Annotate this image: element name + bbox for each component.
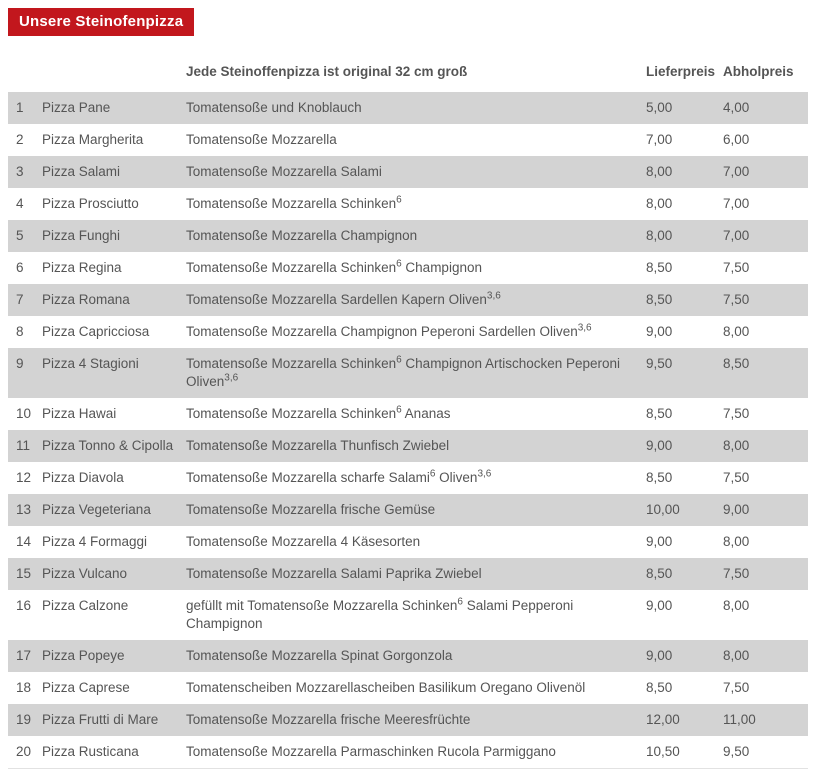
table-row bbox=[8, 252, 808, 284]
pizza-name: Pizza Vulcano bbox=[42, 566, 128, 581]
row-number: 9 bbox=[16, 356, 24, 371]
row-number: 4 bbox=[16, 196, 24, 211]
row-number: 3 bbox=[16, 164, 24, 179]
table-row bbox=[8, 462, 808, 494]
pickup-price: 7,50 bbox=[723, 406, 750, 421]
pizza-name: Pizza Romana bbox=[42, 292, 130, 307]
delivery-price: 8,00 bbox=[646, 164, 673, 179]
table-row bbox=[8, 526, 808, 558]
pizza-description: Tomatensoße Mozzarella Spinat Gorgonzola bbox=[186, 648, 453, 663]
pickup-price: 7,00 bbox=[723, 228, 750, 243]
column-header-name bbox=[42, 54, 186, 92]
pizza-description: Tomatensoße Mozzarella Schinken$^6$ bbox=[186, 194, 402, 211]
table-row bbox=[8, 316, 808, 348]
row-number: 14 bbox=[16, 534, 32, 549]
table-header-row bbox=[8, 54, 808, 92]
pizza-description: Tomatensoße Mozzarella Salami Paprika Zwiebel bbox=[186, 566, 482, 581]
row-number: 18 bbox=[16, 680, 32, 695]
pizza-name: Pizza 4 Formaggi bbox=[42, 534, 148, 549]
pickup-price: 7,50 bbox=[723, 260, 750, 275]
table-row bbox=[8, 672, 808, 704]
table-row bbox=[8, 736, 808, 769]
pizza-name: Pizza Capricciosa bbox=[42, 324, 150, 339]
pickup-price: 11,00 bbox=[723, 712, 756, 727]
row-number: 8 bbox=[16, 324, 24, 339]
row-number: 17 bbox=[16, 648, 32, 663]
delivery-price: 8,50 bbox=[646, 470, 673, 485]
pizza-name: Pizza Hawai bbox=[42, 406, 117, 421]
pizza-table-body bbox=[8, 92, 808, 769]
column-header-pickup-price: Abholpreis bbox=[723, 64, 794, 79]
footnote-superscript: 3,6 bbox=[224, 372, 239, 384]
delivery-price: 9,00 bbox=[646, 534, 673, 549]
delivery-price: 8,50 bbox=[646, 406, 673, 421]
row-number: 19 bbox=[16, 712, 32, 727]
pickup-price: 7,50 bbox=[723, 470, 750, 485]
delivery-price: 9,00 bbox=[646, 648, 673, 663]
pickup-price: 8,00 bbox=[723, 648, 750, 663]
pizza-description: Tomatensoße Mozzarella Parmaschinken Rucola Parmiggano bbox=[186, 744, 556, 759]
pizza-description: gefüllt mit Tomatensoße Mozzarella Schinken$^6$ Salami Pepperoni Champignon bbox=[186, 596, 574, 631]
pizza-description: Tomatensoße Mozzarella 4 Käsesorten bbox=[186, 534, 421, 549]
footnote-superscript: 3,6 bbox=[477, 468, 492, 480]
pizza-name: Pizza Tonno & Cipolla bbox=[42, 438, 174, 453]
footnote-superscript: 3,6 bbox=[577, 322, 592, 334]
pizza-name: Pizza Popeye bbox=[42, 648, 125, 663]
row-number: 20 bbox=[16, 744, 32, 759]
table-row bbox=[8, 590, 808, 640]
row-number: 5 bbox=[16, 228, 24, 243]
footnote-superscript: 6 bbox=[396, 404, 402, 416]
pickup-price: 8,00 bbox=[723, 534, 750, 549]
table-row bbox=[8, 124, 808, 156]
delivery-price: 10,00 bbox=[646, 502, 680, 517]
section-title-badge: Unsere Steinofenpizza bbox=[8, 8, 194, 36]
delivery-price: 8,50 bbox=[646, 680, 673, 695]
footnote-superscript: 6 bbox=[429, 468, 436, 480]
row-number: 15 bbox=[16, 566, 32, 581]
pickup-price: 9,00 bbox=[723, 502, 750, 517]
pizza-name: Pizza Regina bbox=[42, 260, 122, 275]
pizza-description: Tomatensoße Mozzarella Thunfisch Zwiebel bbox=[186, 438, 450, 453]
pizza-name: Pizza Prosciutto bbox=[42, 196, 139, 211]
pizza-name: Pizza Rusticana bbox=[42, 744, 139, 759]
pizza-description: Tomatensoße Mozzarella Schinken$^6$ Champignon bbox=[186, 258, 482, 275]
row-number: 7 bbox=[16, 292, 24, 307]
delivery-price: 9,50 bbox=[646, 356, 673, 371]
pizza-description: Tomatenscheiben Mozzarellascheiben Basilikum Oregano Olivenöl bbox=[186, 680, 586, 695]
delivery-price: 9,00 bbox=[646, 324, 673, 339]
delivery-price: 9,00 bbox=[646, 598, 673, 613]
table-row bbox=[8, 220, 808, 252]
pizza-description: Tomatensoße Mozzarella Schinken$^6$ Champignon Artischocken Peperoni Oliven$^{3,6}$ bbox=[186, 354, 621, 389]
pizza-name: Pizza Vegeteriana bbox=[42, 502, 151, 517]
pickup-price: 8,00 bbox=[723, 438, 750, 453]
footnote-superscript: 6 bbox=[457, 596, 463, 608]
table-row bbox=[8, 156, 808, 188]
table-row bbox=[8, 398, 808, 430]
pickup-price: 7,50 bbox=[723, 680, 750, 695]
pizza-name: Pizza 4 Stagioni bbox=[42, 356, 139, 371]
pizza-description: Tomatensoße Mozzarella bbox=[186, 132, 337, 147]
pizza-name: Pizza Salami bbox=[42, 164, 121, 179]
delivery-price: 12,00 bbox=[646, 712, 680, 727]
row-number: 6 bbox=[16, 260, 24, 275]
pickup-price: 7,00 bbox=[723, 164, 750, 179]
table-row bbox=[8, 704, 808, 736]
pizza-description: Tomatensoße Mozzarella Salami bbox=[186, 164, 382, 179]
pizza-name: Pizza Margherita bbox=[42, 132, 144, 147]
column-header-number bbox=[8, 54, 42, 92]
table-row bbox=[8, 92, 808, 124]
delivery-price: 10,50 bbox=[646, 744, 680, 759]
table-row bbox=[8, 494, 808, 526]
pickup-price: 4,00 bbox=[723, 100, 750, 115]
delivery-price: 7,00 bbox=[646, 132, 673, 147]
pizza-menu-table bbox=[8, 54, 808, 769]
pizza-description: Tomatensoße Mozzarella Champignon Peperoni Sardellen Oliven$^{3,6}$ bbox=[186, 322, 592, 339]
pizza-name: Pizza Pane bbox=[42, 100, 111, 115]
delivery-price: 9,00 bbox=[646, 438, 673, 453]
row-number: 1 bbox=[16, 100, 24, 115]
pizza-description: Tomatensoße Mozzarella frische Gemüse bbox=[186, 502, 436, 517]
row-number: 10 bbox=[16, 406, 32, 421]
delivery-price: 8,50 bbox=[646, 260, 673, 275]
delivery-price: 8,00 bbox=[646, 228, 673, 243]
pizza-description: Tomatensoße Mozzarella Champignon bbox=[186, 228, 418, 243]
pickup-price: 7,50 bbox=[723, 566, 750, 581]
table-header-description: Jede Steinoffenpizza ist original 32 cm groß bbox=[186, 64, 468, 79]
pizza-name: Pizza Frutti di Mare bbox=[42, 712, 159, 727]
table-row bbox=[8, 188, 808, 220]
row-number: 2 bbox=[16, 132, 24, 147]
pizza-description: Tomatensoße und Knoblauch bbox=[186, 100, 362, 115]
pizza-description: Tomatensoße Mozzarella Schinken$^6$ Ananas bbox=[186, 404, 451, 421]
delivery-price: 8,50 bbox=[646, 292, 673, 307]
pickup-price: 9,50 bbox=[723, 744, 750, 759]
row-number: 11 bbox=[16, 438, 31, 453]
delivery-price: 8,50 bbox=[646, 566, 673, 581]
column-header-delivery-price: Lieferpreis bbox=[646, 64, 716, 79]
pizza-name: Pizza Caprese bbox=[42, 680, 130, 695]
row-number: 12 bbox=[16, 470, 32, 485]
pizza-description: Tomatensoße Mozzarella Sardellen Kapern Oliven$^{3,6}$ bbox=[186, 290, 501, 307]
pickup-price: 8,50 bbox=[723, 356, 750, 371]
table-row bbox=[8, 430, 808, 462]
pizza-name: Pizza Funghi bbox=[42, 228, 121, 243]
pickup-price: 7,00 bbox=[723, 196, 750, 211]
pickup-price: 8,00 bbox=[723, 598, 750, 613]
row-number: 13 bbox=[16, 502, 32, 517]
footnote-superscript: 6 bbox=[396, 354, 402, 366]
pickup-price: 7,50 bbox=[723, 292, 750, 307]
delivery-price: 8,00 bbox=[646, 196, 673, 211]
table-row bbox=[8, 558, 808, 590]
footnote-superscript: 6 bbox=[396, 258, 402, 270]
pizza-name: Pizza Calzone bbox=[42, 598, 129, 613]
footnote-superscript: 3,6 bbox=[486, 290, 501, 302]
pickup-price: 6,00 bbox=[723, 132, 750, 147]
pickup-price: 8,00 bbox=[723, 324, 750, 339]
pizza-description: Tomatensoße Mozzarella scharfe Salami$^6$ Oliven$^{3,6}$ bbox=[186, 468, 492, 485]
pizza-name: Pizza Diavola bbox=[42, 470, 124, 485]
pizza-description: Tomatensoße Mozzarella frische Meeresfrüchte bbox=[186, 712, 471, 727]
row-number: 16 bbox=[16, 598, 32, 613]
footnote-superscript: 6 bbox=[396, 194, 402, 206]
table-row bbox=[8, 284, 808, 316]
delivery-price: 5,00 bbox=[646, 100, 673, 115]
table-row bbox=[8, 640, 808, 672]
table-row bbox=[8, 348, 808, 398]
